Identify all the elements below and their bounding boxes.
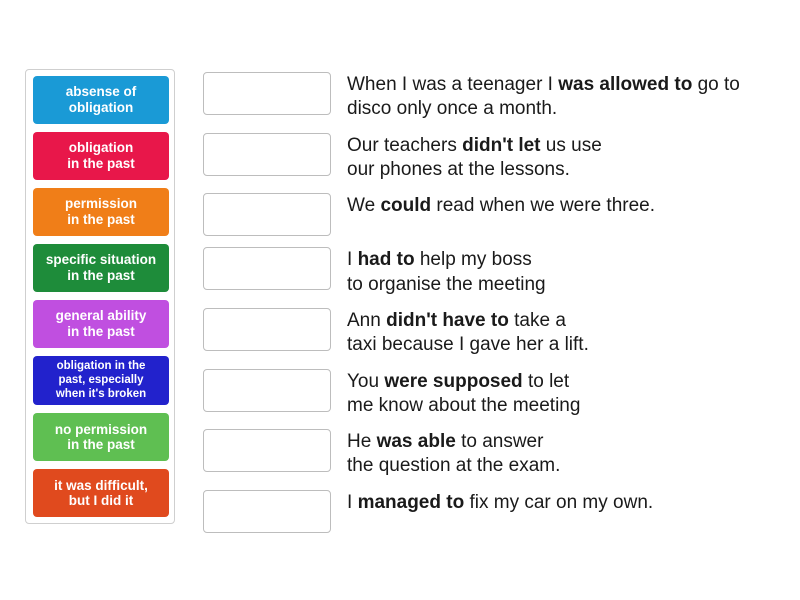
sentence-text: Ann didn't have to take a taxi because I gave her a lift. [347, 309, 589, 356]
question-rows [203, 72, 778, 533]
question-row [203, 369, 778, 419]
answer-tile[interactable]: general ability in the past [33, 300, 169, 348]
sentence-text: I had to help my boss to organise the meeting [347, 249, 546, 295]
sentence-text: He was able to answer the question at the exam. [347, 431, 561, 477]
question-row [203, 247, 778, 297]
drop-zone[interactable] [203, 308, 331, 351]
answer-tile[interactable]: obligation in the past [33, 132, 169, 180]
answer-tile[interactable]: it was difficult, but I did it [33, 469, 169, 517]
sentence-text: You were supposed to let me know about the meeting [347, 370, 581, 416]
drop-zone[interactable] [203, 72, 331, 115]
answer-tiles-panel [25, 69, 175, 524]
drop-zone[interactable] [203, 193, 331, 236]
question-row [203, 308, 778, 358]
sentence-text: Our teachers didn't let us use our phones at the lessons. [347, 134, 602, 180]
question-row [203, 72, 778, 122]
drop-zone[interactable] [203, 490, 331, 533]
drop-zone[interactable] [203, 247, 331, 290]
drop-zone[interactable] [203, 369, 331, 412]
drop-zone[interactable] [203, 133, 331, 176]
answer-tile[interactable]: obligation in the past, especially when it's broken [33, 356, 169, 405]
question-row [203, 490, 778, 533]
sentence-text: We could read when we were three. [347, 195, 656, 217]
question-row [203, 133, 778, 183]
answer-tile[interactable]: permission in the past [33, 188, 169, 236]
answer-tile[interactable]: no permission in the past [33, 413, 169, 461]
drop-zone[interactable] [203, 429, 331, 472]
sentence-text: I managed to fix my car on my own. [347, 491, 654, 513]
question-row [203, 193, 778, 236]
answer-tile[interactable]: specific situation in the past [33, 244, 169, 292]
sentence-text: When I was a teenager I was allowed to go to disco only once a month. [347, 74, 740, 120]
question-row [203, 429, 778, 479]
answer-tile[interactable]: absense of obligation [33, 76, 169, 124]
